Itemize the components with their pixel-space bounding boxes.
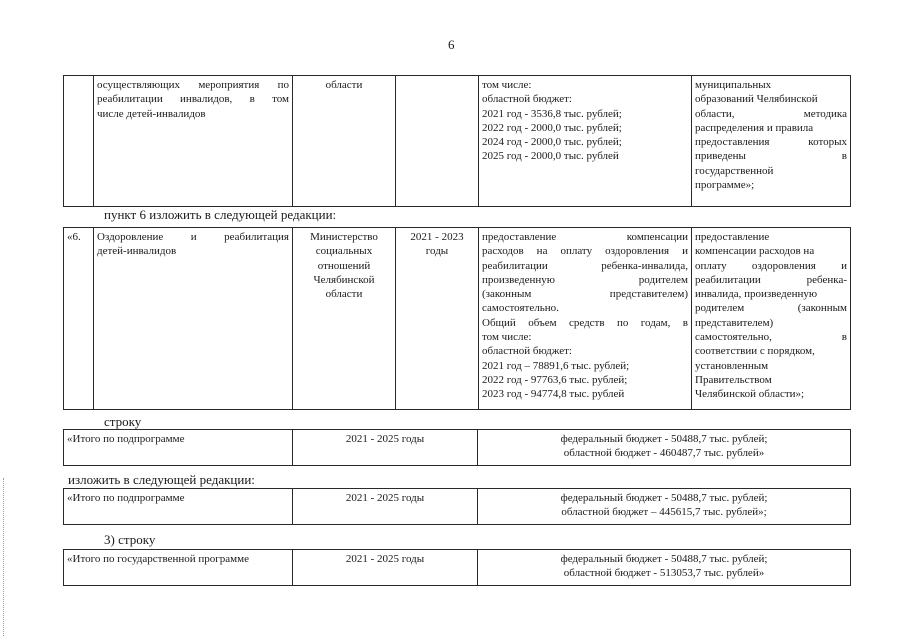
cell-text: (законным представителем) — [482, 288, 688, 301]
period-cell — [396, 76, 479, 207]
cell-text: компенсации расходов на — [695, 245, 815, 258]
cell-text: областной бюджет - 513053,7 тыс. рублей» — [563, 567, 765, 580]
cell-text: 2022 год - 97763,6 тыс. рублей; — [482, 373, 628, 386]
table-row — [64, 489, 851, 525]
table-row — [64, 228, 851, 410]
cell-text: Правительством — [695, 373, 772, 386]
cell-text: федеральный бюджет - 50488,7 тыс. рублей; — [560, 553, 768, 565]
table-row — [64, 76, 851, 207]
cell-text: числе детей-инвалидов — [97, 107, 206, 120]
finance-cell — [478, 489, 851, 525]
event-name-cell — [94, 228, 293, 410]
cell-text: 2021 год – 78891,6 тыс. рублей; — [482, 359, 630, 372]
num-cell — [64, 76, 94, 207]
cell-text: расходов на оплату оздоровления и — [482, 245, 688, 258]
cell-text: годы — [425, 245, 449, 258]
instruction-text: 3) строку — [104, 532, 156, 547]
cell-text: областной бюджет - 460487,7 тыс. рублей» — [563, 447, 765, 460]
page-number: 6 — [448, 37, 455, 52]
cell-text: Общий объем средств по годам, в — [482, 316, 688, 329]
cell-text: реабилитации ребенка- — [695, 273, 847, 286]
instruction-text: изложить в следующей редакции: — [68, 472, 255, 487]
table-row — [64, 430, 851, 466]
result-cell — [692, 228, 851, 410]
total-label-cell: «Итого по государственной программе — [64, 550, 293, 586]
cell-text: Оздоровление и реабилитация — [97, 231, 289, 243]
cell-text: 2021 год - 3536,8 тыс. рублей; — [482, 107, 622, 120]
period-cell: 2021 - 2025 годы — [293, 430, 478, 466]
cell-text: областной бюджет – 445615,7 тыс. рублей»; — [561, 506, 767, 519]
cell-text: предоставления которых — [695, 136, 847, 149]
cell-text: 2025 год - 2000,0 тыс. рублей — [482, 150, 619, 163]
cell-text: 2022 год - 2000,0 тыс. рублей; — [482, 121, 622, 134]
event-name-cell — [94, 76, 293, 207]
cell-text: 2023 год - 94774,8 тыс. рублей — [482, 388, 625, 401]
margin-dotted-line — [3, 478, 5, 636]
cell-text: осуществляющих мероприятия по — [97, 79, 289, 91]
cell-text: области — [325, 288, 363, 301]
cell-text: 2024 год - 2000,0 тыс. рублей; — [482, 136, 622, 149]
instruction-text: пункт 6 изложить в следующей редакции: — [104, 207, 337, 222]
cell-text: оплату оздоровления и — [695, 259, 847, 272]
cell-text: родителем (законным — [695, 302, 847, 315]
total-label-cell: «Итого по подпрограмме — [64, 430, 293, 466]
cell-text: приведены в — [695, 150, 847, 163]
cell-text: детей-инвалидов — [97, 245, 177, 258]
cell-text: том числе: — [482, 331, 532, 344]
cell-text: установленным — [695, 359, 769, 372]
state-program-total — [63, 549, 851, 586]
cell-text: государственной — [695, 164, 774, 177]
cell-text: инвалида, произведенную — [695, 288, 818, 301]
period-cell: 2021 - 2025 годы — [293, 550, 478, 586]
total-label-cell: «Итого по подпрограмме — [64, 489, 293, 525]
cell-text: предоставление компенсации — [482, 231, 688, 243]
cell-text: Челябинской — [313, 273, 375, 286]
executor-cell — [293, 228, 396, 410]
cell-text: соответствии с порядком, — [695, 345, 815, 358]
program-table-item-6 — [63, 227, 851, 410]
instruction-text: строку — [104, 414, 142, 429]
cell-text: Челябинской области»; — [695, 388, 805, 401]
cell-text: 2021 - 2023 — [410, 231, 464, 243]
cell-text: отношений — [317, 259, 371, 272]
cell-text: областной бюджет: — [482, 345, 572, 358]
cell-text: федеральный бюджет - 50488,7 тыс. рублей; — [560, 433, 768, 445]
cell-text: предоставление — [695, 231, 770, 243]
cell-text: Министерство — [310, 231, 378, 243]
finance-cell — [478, 550, 851, 586]
cell-text: области, методика — [695, 107, 847, 120]
cell-text: произведенную родителем — [482, 273, 688, 286]
period-cell: 2021 - 2025 годы — [293, 489, 478, 525]
finance-cell — [479, 76, 692, 207]
cell-text: реабилитации инвалидов, в том — [97, 93, 289, 106]
cell-text: образований Челябинской — [695, 93, 818, 106]
num-cell: «6. — [64, 228, 94, 410]
cell-text: распределения и правила — [695, 121, 814, 134]
subprogram-total-new — [63, 488, 851, 525]
result-cell — [692, 76, 851, 207]
cell-text: самостоятельно. — [482, 302, 559, 315]
period-cell — [396, 228, 479, 410]
table-row — [64, 550, 851, 586]
cell-text: представителем) — [695, 316, 774, 329]
cell-text: социальных — [315, 245, 373, 258]
executor-cell: области — [293, 76, 396, 207]
cell-text: самостоятельно, в — [695, 331, 847, 344]
finance-cell — [478, 430, 851, 466]
cell-text: областной бюджет: — [482, 93, 572, 106]
cell-text: реабилитации ребенка-инвалида, — [482, 259, 688, 272]
subprogram-total-old — [63, 429, 851, 466]
cell-text: программе»; — [695, 179, 755, 192]
finance-cell — [479, 228, 692, 410]
cell-text: муниципальных — [695, 79, 772, 91]
program-table-continuation — [63, 75, 851, 207]
cell-text: том числе: — [482, 79, 532, 91]
cell-text: федеральный бюджет - 50488,7 тыс. рублей; — [560, 492, 768, 504]
